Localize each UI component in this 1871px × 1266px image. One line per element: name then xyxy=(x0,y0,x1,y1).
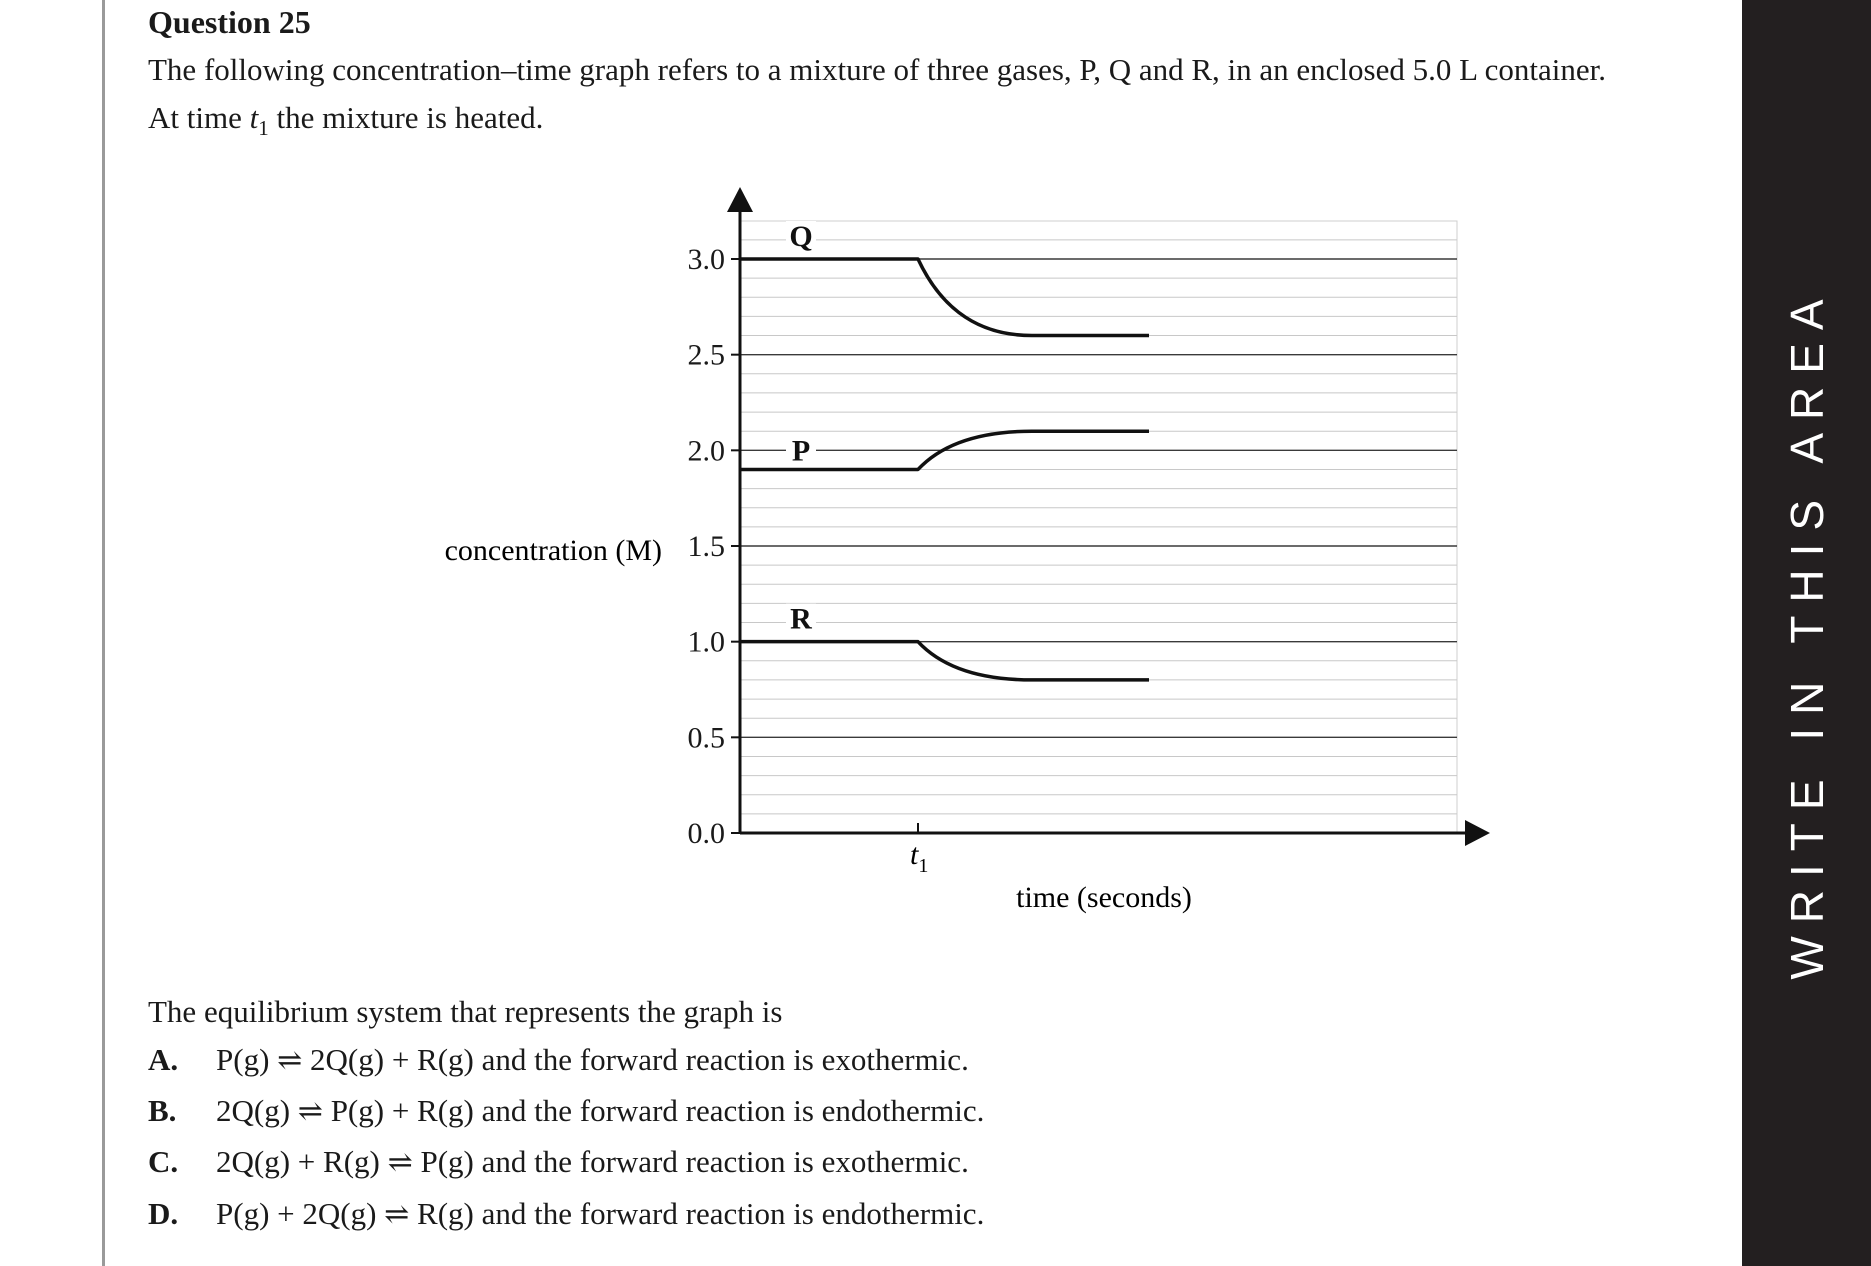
write-in-this-area-sidebar xyxy=(1742,0,1871,1266)
y-tick-label: 0.0 xyxy=(687,817,725,850)
chart-y-ticks xyxy=(688,243,741,850)
option-lhs: P(g) xyxy=(216,1042,270,1077)
x-axis-arrowhead xyxy=(1465,820,1490,846)
question-title: Question 25 xyxy=(148,4,311,40)
option-rhs: P(g) + R(g) xyxy=(330,1093,474,1128)
y-tick-label: 0.5 xyxy=(687,721,725,755)
y-tick-label: 3.0 xyxy=(687,243,725,276)
y-tick-label: 1.0 xyxy=(687,625,725,659)
intro-time-symbol: t xyxy=(249,100,259,135)
chart-axes xyxy=(727,187,1490,846)
option-rhs: P(g) xyxy=(420,1144,474,1179)
x-tick-t: t xyxy=(910,838,919,871)
equilibrium-arrow: ⇌ xyxy=(297,1095,323,1128)
x-tick-label-t1 xyxy=(910,838,928,877)
series-label-r: R xyxy=(790,602,812,636)
option-d[interactable] xyxy=(148,1196,984,1232)
option-b[interactable] xyxy=(148,1093,984,1129)
option-a[interactable] xyxy=(148,1042,969,1078)
option-c[interactable] xyxy=(148,1144,969,1180)
option-text: and the forward reaction is exothermic. xyxy=(473,1042,969,1077)
y-tick-label: 2.5 xyxy=(687,338,725,372)
x-axis-label: time (seconds) xyxy=(1016,881,1192,914)
option-rhs: 2Q(g) + R(g) xyxy=(310,1042,474,1077)
equilibrium-arrow: ⇌ xyxy=(277,1044,303,1077)
intro-text-a: At time xyxy=(148,100,250,135)
intro-text-b: the mixture is heated. xyxy=(268,100,544,135)
option-lhs: 2Q(g) xyxy=(216,1093,291,1128)
option-text: and the forward reaction is exothermic. xyxy=(473,1144,969,1179)
intro-time-subscript: 1 xyxy=(258,116,269,141)
equilibrium-arrow: ⇌ xyxy=(387,1146,413,1179)
option-lhs: 2Q(g) + R(g) xyxy=(216,1144,380,1179)
sidebar-text: WRITE IN THIS AREA xyxy=(1780,286,1833,980)
y-tick-label: 1.5 xyxy=(687,530,725,563)
option-letter: A. xyxy=(148,1042,179,1077)
x-tick-sub: 1 xyxy=(918,855,929,877)
option-letter: D. xyxy=(148,1196,179,1231)
option-rhs: R(g) xyxy=(417,1196,474,1231)
question-intro-line-1: The following concentration–time graph refers to a mixture of three gases, P, Q and R, in an enclosed 5.0 L container. xyxy=(148,52,1606,87)
option-text: and the forward reaction is endothermic. xyxy=(473,1093,985,1128)
option-letter: C. xyxy=(148,1144,179,1179)
y-axis-label: concentration (M) xyxy=(444,534,662,567)
option-lhs: P(g) + 2Q(g) xyxy=(216,1196,377,1231)
option-text: and the forward reaction is endothermic. xyxy=(473,1196,985,1231)
y-tick-label: 2.0 xyxy=(687,434,725,468)
equilibrium-arrow: ⇌ xyxy=(384,1198,410,1231)
y-axis-arrowhead xyxy=(727,187,753,212)
answer-prompt: The equilibrium system that represents the graph is xyxy=(148,994,783,1029)
series-label-p: P xyxy=(791,434,811,468)
series-label-q: Q xyxy=(789,220,813,253)
chart-grid xyxy=(740,221,1457,833)
option-letter: B. xyxy=(148,1093,177,1128)
